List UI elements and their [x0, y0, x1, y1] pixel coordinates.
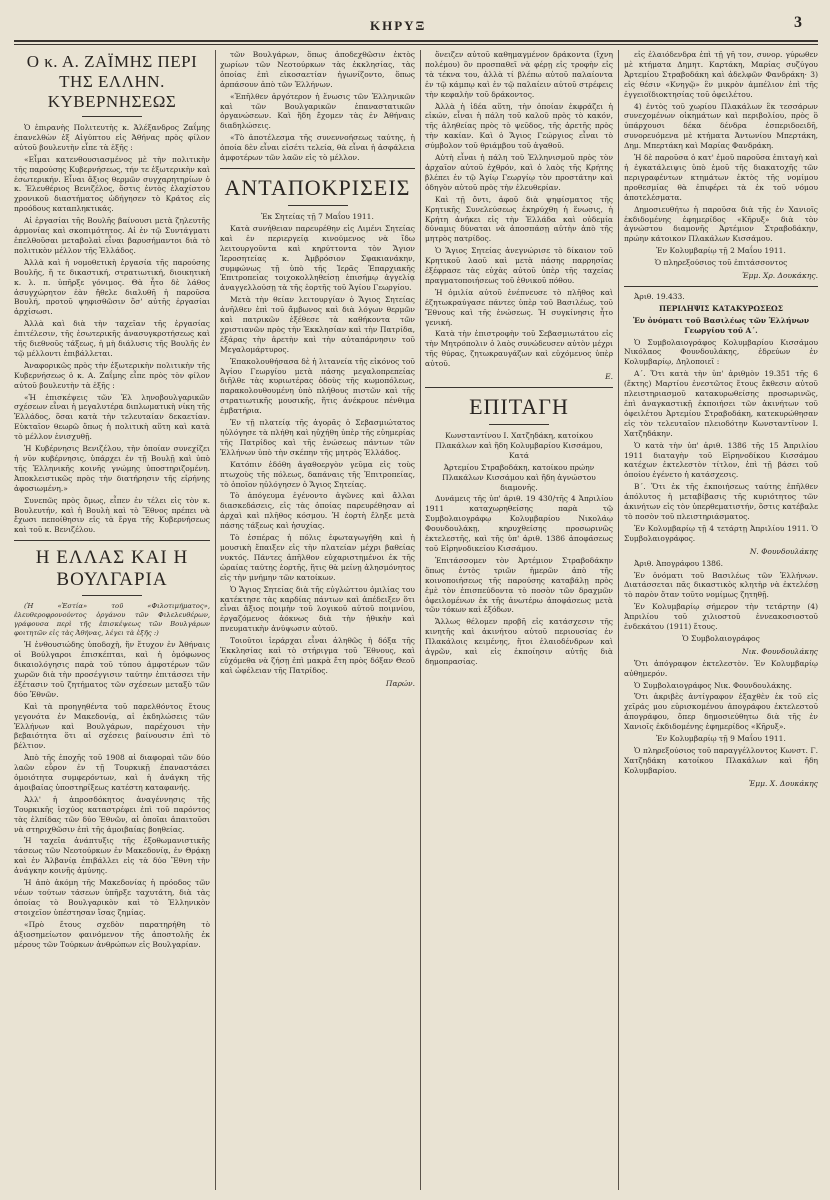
paragraph: Ἀλλὰ καὶ ἡ νομοθετικὴ ἐργασία τῆς παρούσης Βουλῆς, ἥ τε δικαστική, στρατιωτική, διοικητικὴ κ. λ. π. ὑπῆρξε γόνιμος. Θὰ ἦτο δὲ λάθος ἀσυγχώρητον ἐὰν ἤθελε διαλυθῆ ἡ παροῦσα Βουλή, προτοῦ ψηφισθῶσιν ὅσ' αὐτῆς ἐργασίαι ἀρχίσωσι.	[14, 257, 210, 317]
paragraph: Ὁ πληρεξούσιος τοῦ παραγγέλλοντος Κωνστ. Γ. Χατζηδάκη κατοίκου Πλακάλων καὶ ἤδη Κολυμβαρίου.	[624, 746, 818, 775]
header-rule	[14, 40, 818, 42]
paragraph: «Ἡ ἐπισκέψεις τῶν Ἑλ ληνοβουλγαρικῶν σχέσεων εἶναι ἡ μεγαλυτέρα διπλωματικὴ νίκη τῆς Ἑλλάδος, ὅσαι κατὰ τὴν τελευταίαν δεκαετίαν. Εὐκταῖον θεωρῶ ὅπως ἡ πολιτικὴ αὕτη καὶ κατὰ τὸ μέλλον ἐνισχυθῇ.	[14, 392, 210, 442]
paragraph: Ἡ ἀπὸ ἀκόμη τῆς Μακεδονίας ἡ πρόοδος τῶν νέων τούτων τάσεων ὑπῆρξε ταχυτάτη, διὰ τὰς ὁποίας τὸ Βουλγαρικὸν καὶ τὸ Ἑλληνικὸν στοιχεῖον ὑπέστησαν ἴσας ζημίας.	[14, 878, 210, 917]
paragraph: Κατόπιν ἐδόθη ἀγαθοεργὸν γεῦμα εἰς τοὺς πτωχοὺς τῆς πόλεως, δαπάναις τῆς Ἐπιτροπείας, τὸ ὁποῖον ηὐλόγησεν ὁ Ἅγιος Σητείας.	[220, 459, 415, 489]
signature: Ε.	[605, 372, 613, 382]
dateline: Ἐκ Σητείας τῇ 7 Μαΐου 1911.	[261, 211, 374, 221]
divider	[82, 116, 142, 117]
paragraph: Τὸ ἀπόγευμα ἐγένοντο ἀγῶνες καὶ ἄλλαι διασκεδάσεις, εἰς τὰς ὁποίας παρευρέθησαν αἱ ἀρχαὶ καὶ πλῆθος κόσμου. Ἡ ἑορτὴ ἔληξε μετὰ πάσης τάξεως καὶ ἡσυχίας.	[220, 491, 415, 531]
paragraph: Ὅτι ἀκριβὲς ἀντίγραφον ἐξαχθὲν ἐκ τοῦ εἰς χεῖράς μου εὑρισκομένου ἀπογράφου ἐκτελεστοῦ ἀπογράφου, ὅπερ δημοσιεύθητω διὰ τῆς ἐν Χανιοῖς ἐκδιδομένης ἐφημερίδος «Κῆρυξ».	[624, 692, 818, 732]
paragraph: «Ἐπῆλθεν ἀργότερον ἡ ἕνωσις τῶν Ἑλληνικῶν καὶ τῶν Βουλγαρικῶν ἐπαναστατικῶν ὀργανώσεων. Καὶ ἤδη ἔχομεν τὰς ἐν Ἀθήναις διαδηλώσεις.	[220, 91, 415, 131]
paragraph: Ἀλλὰ καὶ διὰ τὴν ταχεῖαν τῆς ἐργασίας ἐπιτέλεσιν, τῆς ἐσωτερικῆς ἀνασυγκροτήσεως καὶ τῆς διεθνοῦς τάξεως, ἡ μὴ διάλυσις τῆς Βουλῆς ἐν τῷ μέλλοντι ἐπιβάλλεται.	[14, 319, 210, 358]
paragraph: Ἡ δὲ παροῦσα ὁ κατ' ἐμοῦ παροῦσα ἐπιταγὴ καὶ ἡ ἐγκατάλειψις ὑπὸ ἐμοῦ τῆς διακατοχῆς τῶν περιγραφέντων κτημάτων ἐκτὸς τῆς νομίμου προθεσμίας θὰ ἐπιφέρει τὰ ἐκ τοῦ νόμου ἀποτελέσματα.	[624, 153, 818, 202]
paragraph: Ἐν Κολυμβαρίῳ τῇ 4 τετάρτῃ Ἀπριλίου 1911. Ὁ Συμβολαιογράφος.	[624, 523, 818, 543]
article-headline-greece-bulgaria: Η ΕΛΛΑΣ ΚΑΙ Η ΒΟΥΛΓΑΡΙΑ	[35, 547, 189, 591]
section-headline-epitagi: ΕΠΙΤΑΓΗ	[469, 394, 569, 419]
paragraph: Ἀναφορικῶς πρὸς τὴν ἐξωτερικὴν πολιτικὴν τῆς Κυβερνήσεως ὁ κ. Α. Ζαΐμης εἶπε πρὸς τὸν φίλον αὐτοῦ βουλευτὴν τὰ ἑξῆς :	[14, 360, 210, 390]
paragraph: Ἡ ἐνθουσιώδης ὑποδοχὴ, ἥν ἔτυχον ἐν Ἀθήναις οἱ Βούλγαροι ἐπισκέπται, καὶ ἡ ὁμόφωνος δικαιολόγησις παρὰ τοῦ τύπου ἀμφοτέρων τῶν χωρῶν διὰ τὴν προσέγγισιν ταύτην ἐπιτάσσει τὴν ἐξέτασιν τοῦ ζητήματος τῶν σχέσεων μεταξὺ τῶν δύο Ἐθνῶν.	[14, 640, 210, 699]
signature: Νικ. Φουνδουλάκης	[742, 646, 818, 656]
column-1	[14, 50, 210, 1192]
column-3	[425, 50, 613, 1192]
paragraph: Ἀλλ' ἡ ἀπροσδόκητος ἀναγέννησις τῆς Τουρκικῆς ἰσχύος καταστρέφει ἐπὶ τοῦ παρόντος τὰς ἐλπίδας τῶν δύο Ἐθνῶν, αἱ ὁποῖαι ἀπαιτοῦσι νὰ στηριχθῶσιν ἐπὶ τῆς ἀμοιβαίας βοηθείας.	[14, 794, 210, 834]
paragraph: Ὁ Ἅγιος Σητείας διὰ τῆς εὐγλώττου ὁμιλίας του κατέκτησε τὰς καρδίας πάντων καὶ ἀπέδειξεν ὅτι εἶναι ἄξιος ποιμὴν τοῦ λογικοῦ αὐτοῦ ποιμνίου, ἐργαζόμενος ἀόκνως διὰ τὴν ἠθικὴν καὶ πνευματικὴν ἀνύψωσιν αὐτοῦ.	[220, 584, 415, 634]
reference-number: Ἀριθ. 19.433.	[634, 291, 685, 301]
paragraph: Ἐπακολουθήσασα δὲ ἡ λιτανεία τῆς εἰκόνος τοῦ Ἁγίου Γεωργίου μετὰ πάσης μεγαλοπρεπείας διῆλθε τὰς κυριωτέρας ὁδοὺς τῆς κωμοπόλεως, παρακολουθουμένη ὑπὸ πλήθους πιστῶν καὶ τῆς στρατιωτικῆς μουσικῆς, ἥτις ἀνέκρουε πένθιμα ἐμβατήρια.	[220, 356, 415, 416]
paragraph: Κατὰ τὴν ἐπιστροφὴν τοῦ Σεβασμιωτάτου εἰς τὴν Μητρόπολιν ὁ λαὸς συνώδευσεν αὐτὸν μέχρι τῆς θύρας, ζητωκραυγάζων καὶ εὐχόμενος ὑπὲρ αὐτοῦ.	[425, 329, 613, 369]
notice-subheading: Ἐν ὀνόματι τοῦ Βασιλέως τῶν Ἑλλήνων Γεωργίου τοῦ Α΄.	[632, 315, 810, 335]
dateline: Ἐν Κολυμβαρίῳ τῇ 9 Μαΐου 1911.	[656, 734, 786, 744]
header-rule-thin	[14, 44, 818, 45]
paragraph: Τοιοῦτοι ἱεράρχαι εἶναι ἀληθῶς ἡ δόξα τῆς Ἐκκλησίας καὶ τὸ στήριγμα τοῦ Ἔθνους, καὶ εὐχόμεθα νὰ ζήσῃ ἐπὶ μακρὰ ἔτη πρὸς δόξαν Θεοῦ καὶ ὠφέλειαν τῆς Πατρίδος.	[220, 636, 415, 675]
paragraph: Ὁ ἐπιρανὴς Πολιτευτὴς κ. Ἀλέξανδρος Ζαΐμης ἐπανελθὼν ἐξ Αἰγύπτου εἰς Ἀθήνας πρὸς φίλον αὐτοῦ βουλευτὴν εἶπε τὰ ἑξῆς :	[14, 123, 210, 152]
paragraph: Καὶ τὰ προηγηθέντα τοῦ παρελθόντος ἔτους γεγονότα ἐν Μακεδονίᾳ, αἱ ἐκδηλώσεις τῶν Ἑλλήνων καὶ Βουλγάρων, παρέχουσι τὴν βεβαιότητα ὅτι αἱ σχέσεις βαίνουσιν ἐπὶ τὸ βέλτιον.	[14, 701, 210, 751]
paragraph: Καὶ τῇ ὄντι, ἀφοῦ διὰ ψηφίσματος τῆς Κρητικῆς Συνελεύσεως ἐκηρύχθη ἡ ἕνωσις, ἡ Κρήτη ἀνήκει εἰς τὴν Ἑλλάδα καὶ οὐδεμία δύναμις δύναται νὰ ἀποσπάσῃ αὐτὴν ἀπὸ τῆς μητρὸς πατρίδος.	[425, 194, 613, 244]
paragraph: Ἡ ὁμιλία αὐτοῦ ἐνέπνευσε τὸ πλῆθος καὶ ἐζητωκραύγασε πάντες ὑπὲρ τοῦ Βασιλέως, τοῦ Ἔθνους καὶ τῆς ἑνώσεως. Ἡ συγκίνησις ἦτο γενική.	[425, 287, 613, 327]
section-headline-correspondence: ΑΝΤΑΠΟΚΡΙΣΕΙΣ	[224, 174, 411, 200]
divider	[14, 540, 210, 541]
divider	[82, 595, 142, 596]
paragraph: Αἱ ἐργασίαι τῆς Βουλῆς βαίνουσι μετὰ ζηλευτῆς ἁρμονίας καὶ σκοπιμότητος. Αἱ ἐν τῷ Συντάγματι ἐπελθοῦσαι μεταβολαὶ εἶναι βαρυσήμαντοι διὰ τὸ πολιτικὸν μέλλον τῆς Ἑλλάδος.	[14, 216, 210, 255]
signature: Παρών.	[385, 678, 415, 688]
masthead-title: ΚΗΡΥΞ	[370, 18, 427, 33]
page-number: 3	[794, 14, 802, 31]
notice-heading: ΠΕΡΙΛΗΨΙΣ ΚΑΤΑΚΥΡΩΣΕΩΣ	[658, 303, 784, 313]
paragraph: Ἐν Κολυμβαρίῳ σήμερον τὴν τετάρτην (4) Ἀπριλίου τοῦ χιλιοστοῦ ἐννεακοσιοστοῦ ἑνδεκάτου (1911) ἔτους.	[624, 602, 818, 632]
paragraph: Ὁ Ἅγιος Σητείας ἀνεγνώρισε τὸ δίκαιον τοῦ Κρητικοῦ λαοῦ καὶ μετὰ πάσης παρρησίας ἐξέφρασε τὰς εὐχὰς αὐτοῦ ὑπὲρ τῆς ταχείας πραγματοποιήσεως τοῦ ἐθνικοῦ πόθου.	[425, 246, 613, 285]
paragraph: «Πρὸ ἔτους σχεδὸν παρατηρήθη τὸ ἀξιοσημείωτον φαινόμενον τῆς ἀποστολῆς ἐκ μέρους τῶν Τούρκων ἀνθρώπων εἰς Βουλγαρίαν.	[14, 919, 210, 949]
parties-line: Ἀρτεμίου Στραβοδάκη, κατοίκου πρώην Πλακάλων Κισσάμου καὶ ἤδη ἀγνώστου διαμονῆς.	[442, 462, 596, 492]
column-divider	[618, 50, 619, 1190]
paragraph: Κατὰ συνήθειαν παρευρέθην εἰς Λιμένι Σητείας καὶ ἐν περιεργείᾳ κινούμενος νὰ ἴδω λειτουργοῦντα καὶ κηρύττοντα τὸν Ἅγιον Ἱεροσητείας κ. Ἀμβρόσιον Σφακιανάκην, συμφώνως τῇ ὑπὸ τῆς Ἱερᾶς Ἐπαρχιακῆς Ἐπιτροπείας τοιχοκολληθείσῃ ἐπισήμῳ ἀγγελίᾳ ἀναγγελλούσῃ τὰ τῆς ἑορτῆς τοῦ Ἁγίου Γεωργίου.	[220, 223, 415, 293]
parties-line: Κωνσταντίνου Ι. Χατζηδάκη, κατοίκου Πλακάλων καὶ ἤδη Κολυμβαρίου Κισσάμου, Κατά	[435, 431, 603, 460]
paragraph: τῶν Βουλγάρων, ὅπως ἀποδεχθῶσιν ἐκτὸς χωρίων τῶν Νεοτούρκων τὰς ἐκκλησίας, τὰς ὁποίας ἐπὶ εἰκοσαετίαν ἠγωνίζοντο, ὅπως ἁρπάσουν ἀπὸ τῶν Ἑλλήνων.	[220, 50, 415, 89]
article-intro: (Ἡ «Ἑστία» τοῦ «Φιλοτιμήματος», ἐλευθεροφρονούντος ὀργάνου τῶν Φιλελευθέρων, γράφουσα περὶ τῆς ἐπισκέψεως τῶν Βουλγάρων φοιτητῶν εἰς τὰς Ἀθήνας, λέγει τὰ ἑξῆς :)	[14, 602, 210, 638]
paragraph: Συνεπῶς πρὸς ὅμως, εἶπεν ἐν τέλει εἰς τὸν κ. Βουλευτήν, καὶ ἡ Βουλὴ καὶ τὸ Ἔθνος πρέπει νὰ ἔχωσι πεποίθησιν εἰς τὰ ἔργα τῆς Κυβερνήσεως καὶ τοῦ κ. Βενιζέλου.	[14, 495, 210, 535]
paragraph: Ἐπιτάσσομεν τὸν Ἀρτέμιον Στραβοδάκην ὅπως ἐντὸς τριῶν ἡμερῶν ἀπὸ τῆς κοινοποιήσεως τῆς παρούσης καταβάλῃ πρὸς ἐμὲ τὸν ἐπισπεύδοντα τὸ ποσὸν τῶν δραχμῶν ὀφειλομένων ἐκ τῆς ἀνωτέρω ἀποφάσεως μετὰ τῶν τόκων καὶ ἐξόδων.	[425, 555, 613, 615]
column-divider	[420, 50, 421, 1190]
column-2	[220, 50, 415, 1192]
paragraph: Ἀπὸ τῆς ἐποχῆς τοῦ 1908 αἱ διαφοραὶ τῶν δύο λαῶν εὗρον ἐν τῇ Τουρκικῇ ἐπαναστάσει ὁμοιότητα συμφερόντων, καὶ ἡ ἀνάγκη τῆς ἀμοιβαίας ὑποστηρίξεως κατέστη καταφανής.	[14, 753, 210, 792]
paragraph: Ἀλλὰ ἡ ἰδέα αὕτη, τὴν ὁποίαν ἐκφράζει ἡ εἰκών, εἶναι ἡ πάλη τοῦ καλοῦ πρὸς τὸ κακόν, τῆς ἀληθείας πρὸς τὸ ψεῦδος, τῆς ἀρετῆς πρὸς τὴν κακίαν. Καὶ ὁ Ἅγιος Γεώργιος εἶναι τὸ σύμβολον τοῦ θριάμβου τοῦ ἀγαθοῦ.	[425, 101, 613, 151]
paragraph: Β΄. Ὅτι ἐκ τῆς ἐκποιήσεως ταύτης ἐπῆλθεν ἀπόλυτος ἡ μεταβίβασις τῆς κυριότητος τῶν ἀκινήτων εἰς τὸν ὑπερθεματιστήν, ὅστις κατέβαλε τὸ ποσὸν τοῦ πλειστηριάσματος.	[624, 482, 818, 521]
paragraph: Ἐν ὀνόματι τοῦ Βασιλέως τῶν Ἑλλήνων. Διατάσσεται πᾶς δικαστικὸς κλητὴρ νὰ ἐκτελέσῃ τὸ παρὸν ὅταν τοῦτο νομίμως ζητηθῇ.	[624, 570, 818, 600]
signature-caption: Ὁ πληρεξούσιος τοῦ ἐπιτάσσοντος	[654, 258, 788, 268]
paragraph: Ἄλλως θέλομεν προβῆ εἰς κατάσχεσιν τῆς κινητῆς καὶ ἀκινήτου αὐτοῦ περιουσίας ἐν Πλακάλοις κειμένης, ἥτοι ἐλαιοδένδρων καὶ ἀγρῶν, καὶ εἰς ἐκποίησιν αὐτῆς διὰ δημοπρασίας.	[425, 617, 613, 666]
signature-caption: Ὁ Συμβολαιογράφος	[682, 633, 760, 643]
paragraph: ὅνειζεν αὐτοῦ καθημαγμένον δράκοντα (ἴχνη πολέμου) ὃν προσπαθεῖ νὰ φέρῃ εἰς τροφὴν εἰς τὰ τέκνα του, ἀλλὰ τί βλέπω αὐτοῦ παλαίοντα ἐν τῷ κάμπῳ καὶ ἐν τῷ παλαίειν αὐτοῦ στρέφεις τὴν κεφαλὴν τοῦ δράκοντος.	[425, 50, 613, 99]
paragraph: Ὅτι ἀπόγραφον ἐκτελεστὸν. Ἐν Κολυμβαρίῳ αὐθημερόν.	[624, 658, 818, 678]
paragraph: Μετὰ τὴν θείαν λειτουργίαν ὁ Ἅγιος Σητείας ἀνῆλθεν ἐπὶ τοῦ ἄμβωνος καὶ διὰ λόγων θερμῶν καὶ πατρικῶν ἐξέθεσε τὰ καθήκοντα τῶν χριστιανῶν πρὸς τὴν Ἐκκλησίαν καὶ τὴν Πατρίδα, ἐξάρας τὴν ἀρετὴν καὶ τὴν αὐταπάρνησιν τοῦ Μεγαλομάρτυρος.	[220, 295, 415, 354]
paragraph: «Εἶμαι κατενθουσιασμένος μὲ τὴν πολιτικὴν τῆς παρούσης Κυβερνήσεως, τήν τε ἐξωτερικὴν καὶ ἐσωτερικήν. Εἶναι ἄξιος θερμῶν συγχαρητηρίων ὁ κ. Ἐλευθέριος Βενιζέλος, ὅστις ἐντὸς ἐλαχίστου χρονικοῦ διαστήματος ὡδήγησεν τὸ Κράτος εἰς προόδους καταπληκτικάς.	[14, 154, 210, 214]
signature: Ἐμμ. Χρ. Δουκάκης.	[742, 271, 818, 281]
column-4	[624, 50, 818, 1192]
paragraph: 4) ἐντὸς τοῦ χωρίου Πλακάλων ἓκ τεσσάρων συνεχομένων οἰκημάτων καὶ περιβολίου, πρὸς ὃ ὑπάρχουσι δέκα δένδρα ἐσπεριδοειδῆ, συνορευόμενα μὲ κτήματα Ἀντωνίου Μπερτάκη, Δημ. Μπερτάκη καὶ Μαρίας Φανδράκη.	[624, 101, 818, 151]
divider	[489, 424, 549, 425]
paragraph: Ἡ ταχεῖα ἀνάπτυξις τῆς ἐξοθωμανιστικῆς τάσεως τῶν Νεοτούρκων ἐν Μακεδονίᾳ, ἐν Θρᾴκῃ καὶ ἐν Ἀλβανίᾳ ἐπιβάλλει εἰς τὰ δύο Ἔθνη τὴν ἀνάγκην κοινῆς ἀμύνης.	[14, 836, 210, 876]
paragraph: Α΄. Ὅτι κατὰ τὴν ὑπ' ἀριθμὸν 19.351 τῆς 6 (ἕκτης) Μαρτίου ἐνεστῶτος ἔτους ἔκθεσιν αὐτοῦ πλειστηριασμοῦ κατακυρωθείσης προσωρινῶς, ἐπὶ ἀναγκαστικῇ ἐκποιήσει τῶν ἀκινήτων τοῦ ὀφειλέτου Ἀρτεμίου Στραβοδάκη, κατεκυρώθησαν εἰς τὸν τελευταῖον πλειοδότην Κωνσταντῖνον Ι. Χατζηδάκην.	[624, 369, 818, 438]
paragraph: Δημοσιευθήτω ἡ παροῦσα διὰ τῆς ἐν Χανιοῖς ἐκδιδομένης ἐφημερίδος «Κῆρυξ» διὰ τὸν ἀγνώστου διαμονῆς Ἀρτέμιον Στραβοδάκην, πρώην κάτοικον Πλακάλων Κισσάμου.	[624, 204, 818, 244]
paragraph: Ὁ Συμβολαιογράφος Νικ. Φουνδουλάκης.	[634, 680, 792, 690]
paragraph: Ἡ Κυβέρνησις Βενιζέλου, τὴν ὁποίαν συνεχίζει ἡ νῦν κυβέρνησις, ὑπάρχει ἐν τῇ Βουλῇ καὶ ὑπὸ τῆς Ἐλληνικῆς κοινῆς γνώμης ὑποστηριζομένη. Ἀποκλειστικῶς πρὸς τὴν διατήρησιν τῆς εἰρήνης ἀφοσιωμένη.»	[14, 444, 210, 493]
paragraph: Αὐτὴ εἶναι ἡ πάλη τοῦ Ἑλληνισμοῦ πρὸς τὸν ἀρχαῖον αὐτοῦ ἐχθρόν, καὶ ὁ λαὸς τῆς Κρήτης βλέπει ἐν τῷ Ἁγίῳ Γεωργίῳ τὸν προστάτην καὶ ὁδηγὸν αὐτοῦ πρὸς τὴν ἐλευθερίαν.	[425, 153, 613, 192]
column-divider	[215, 50, 216, 1190]
reference-number: Ἀριθ. Ἀπογράφου 1386.	[634, 558, 724, 568]
divider	[288, 205, 348, 206]
article-headline-zaimis: Ο κ. Α. ΖΑΪΜΗΣ ΠΕΡΙ ΤΗΣ ΕΛΛΗΝ. ΚΥΒΕΡΝΗΣΕΩΣ	[26, 52, 198, 111]
paragraph: Τὸ ἑσπέρας ἡ πόλις ἐφωταγωγήθη καὶ ἡ μουσικὴ ἔπαιξεν εἰς τὴν πλατείαν μέχρι βαθείας νυκτός. Πάντες ἀπῆλθον εὐχαριστημένοι ἐκ τῆς ὡραίας ταύτης ἑορτῆς, ἥτις θὰ μείνῃ ἀλησμόνητος εἰς τὴν μνήμην τῶν κατοίκων.	[220, 533, 415, 582]
divider	[624, 286, 818, 287]
paragraph: εἰς ἐλαιόδενδρα ἐπὶ τῇ γῆ τον, συνορ. γύρωθεν μὲ κτήματα Δημητ. Καρτάκη, Μαρίας συζύγου Ἀρτεμίου Στραβοδάκη καὶ ἀδελφῶν Φανδράκη· 3) εἰς θέσιν «Κνηγῷ» ἓν μικρὸν ἀμπέλιον ἐπὶ τῆς ἐγγειοϊδιοκτησίας τοῦ ὀφειλέτου.	[624, 50, 818, 99]
signature: Ν. Φουνδουλάκης	[749, 546, 818, 556]
divider	[425, 387, 613, 388]
dateline: Ἐν Κολυμβαρίῳ τῇ 2 Μαΐου 1911.	[656, 246, 786, 256]
signature: Ἐμμ. Χ. Δουκάκης	[748, 778, 818, 788]
paragraph: Ὁ κατὰ τὴν ὑπ' ἀριθ. 1386 τῆς 15 Ἀπριλίου 1911 διαταγὴν τοῦ Εἰρηνοδίκου Κισσάμου κατέχων ἐκτελεστὸν τίτλον, ἐπὶ τῇ βάσει τοῦ ὁποίου ἐγένετο ἡ κατάσχεσις.	[624, 440, 818, 480]
divider	[220, 168, 415, 169]
paragraph: «Τὸ ἀποτέλεσμα τῆς συνεννοήσεως ταύτης, ἡ ὁποία δὲν εἶναι εἰσέτι τελεία, θὰ εἶναι ἡ ἀσφάλεια ἀμφοτέρων τῶν λαῶν εἰς τὸ μέλλον.	[220, 133, 415, 163]
paragraph: Ὁ Συμβολαιογράφος Κολυμβαρίου Κισσάμου Νικόλαος Φουνδουλάκης, ἑδρεύων ἐν Κολυμβαρίῳ, Δηλοποιεῖ :	[624, 337, 818, 367]
paragraph: Δυνάμεις τῆς ὑπ' ἀριθ. 19 430/τῆς 4 Ἀπριλίου 1911 καταχωρηθείσης παρὰ τῷ Συμβολαιογράφῳ Κολυμβαρίου Νικολάῳ Φουνδουλάκῃ, κηρυχθείσης προσωρινῶς ἐκτελεστῆς, καὶ τῆς ὑπ' ἀριθ. 1386 ἀποφάσεως τοῦ Εἰρηνοδικείου Κισσάμου.	[425, 494, 613, 553]
paragraph: Ἐν τῇ πλατείᾳ τῆς ἀγορᾶς ὁ Σεβασμιώτατος ηὐλόγησε τὰ πλήθη καὶ ηὐχήθη ὑπὲρ τῆς εὐημερίας τῆς Πατρίδος καὶ τῆς ἑνώσεως πάντων τῶν Ἑλλήνων ὑπὸ τὴν σκέπην τῆς μητρὸς Ἑλλάδος.	[220, 418, 415, 457]
